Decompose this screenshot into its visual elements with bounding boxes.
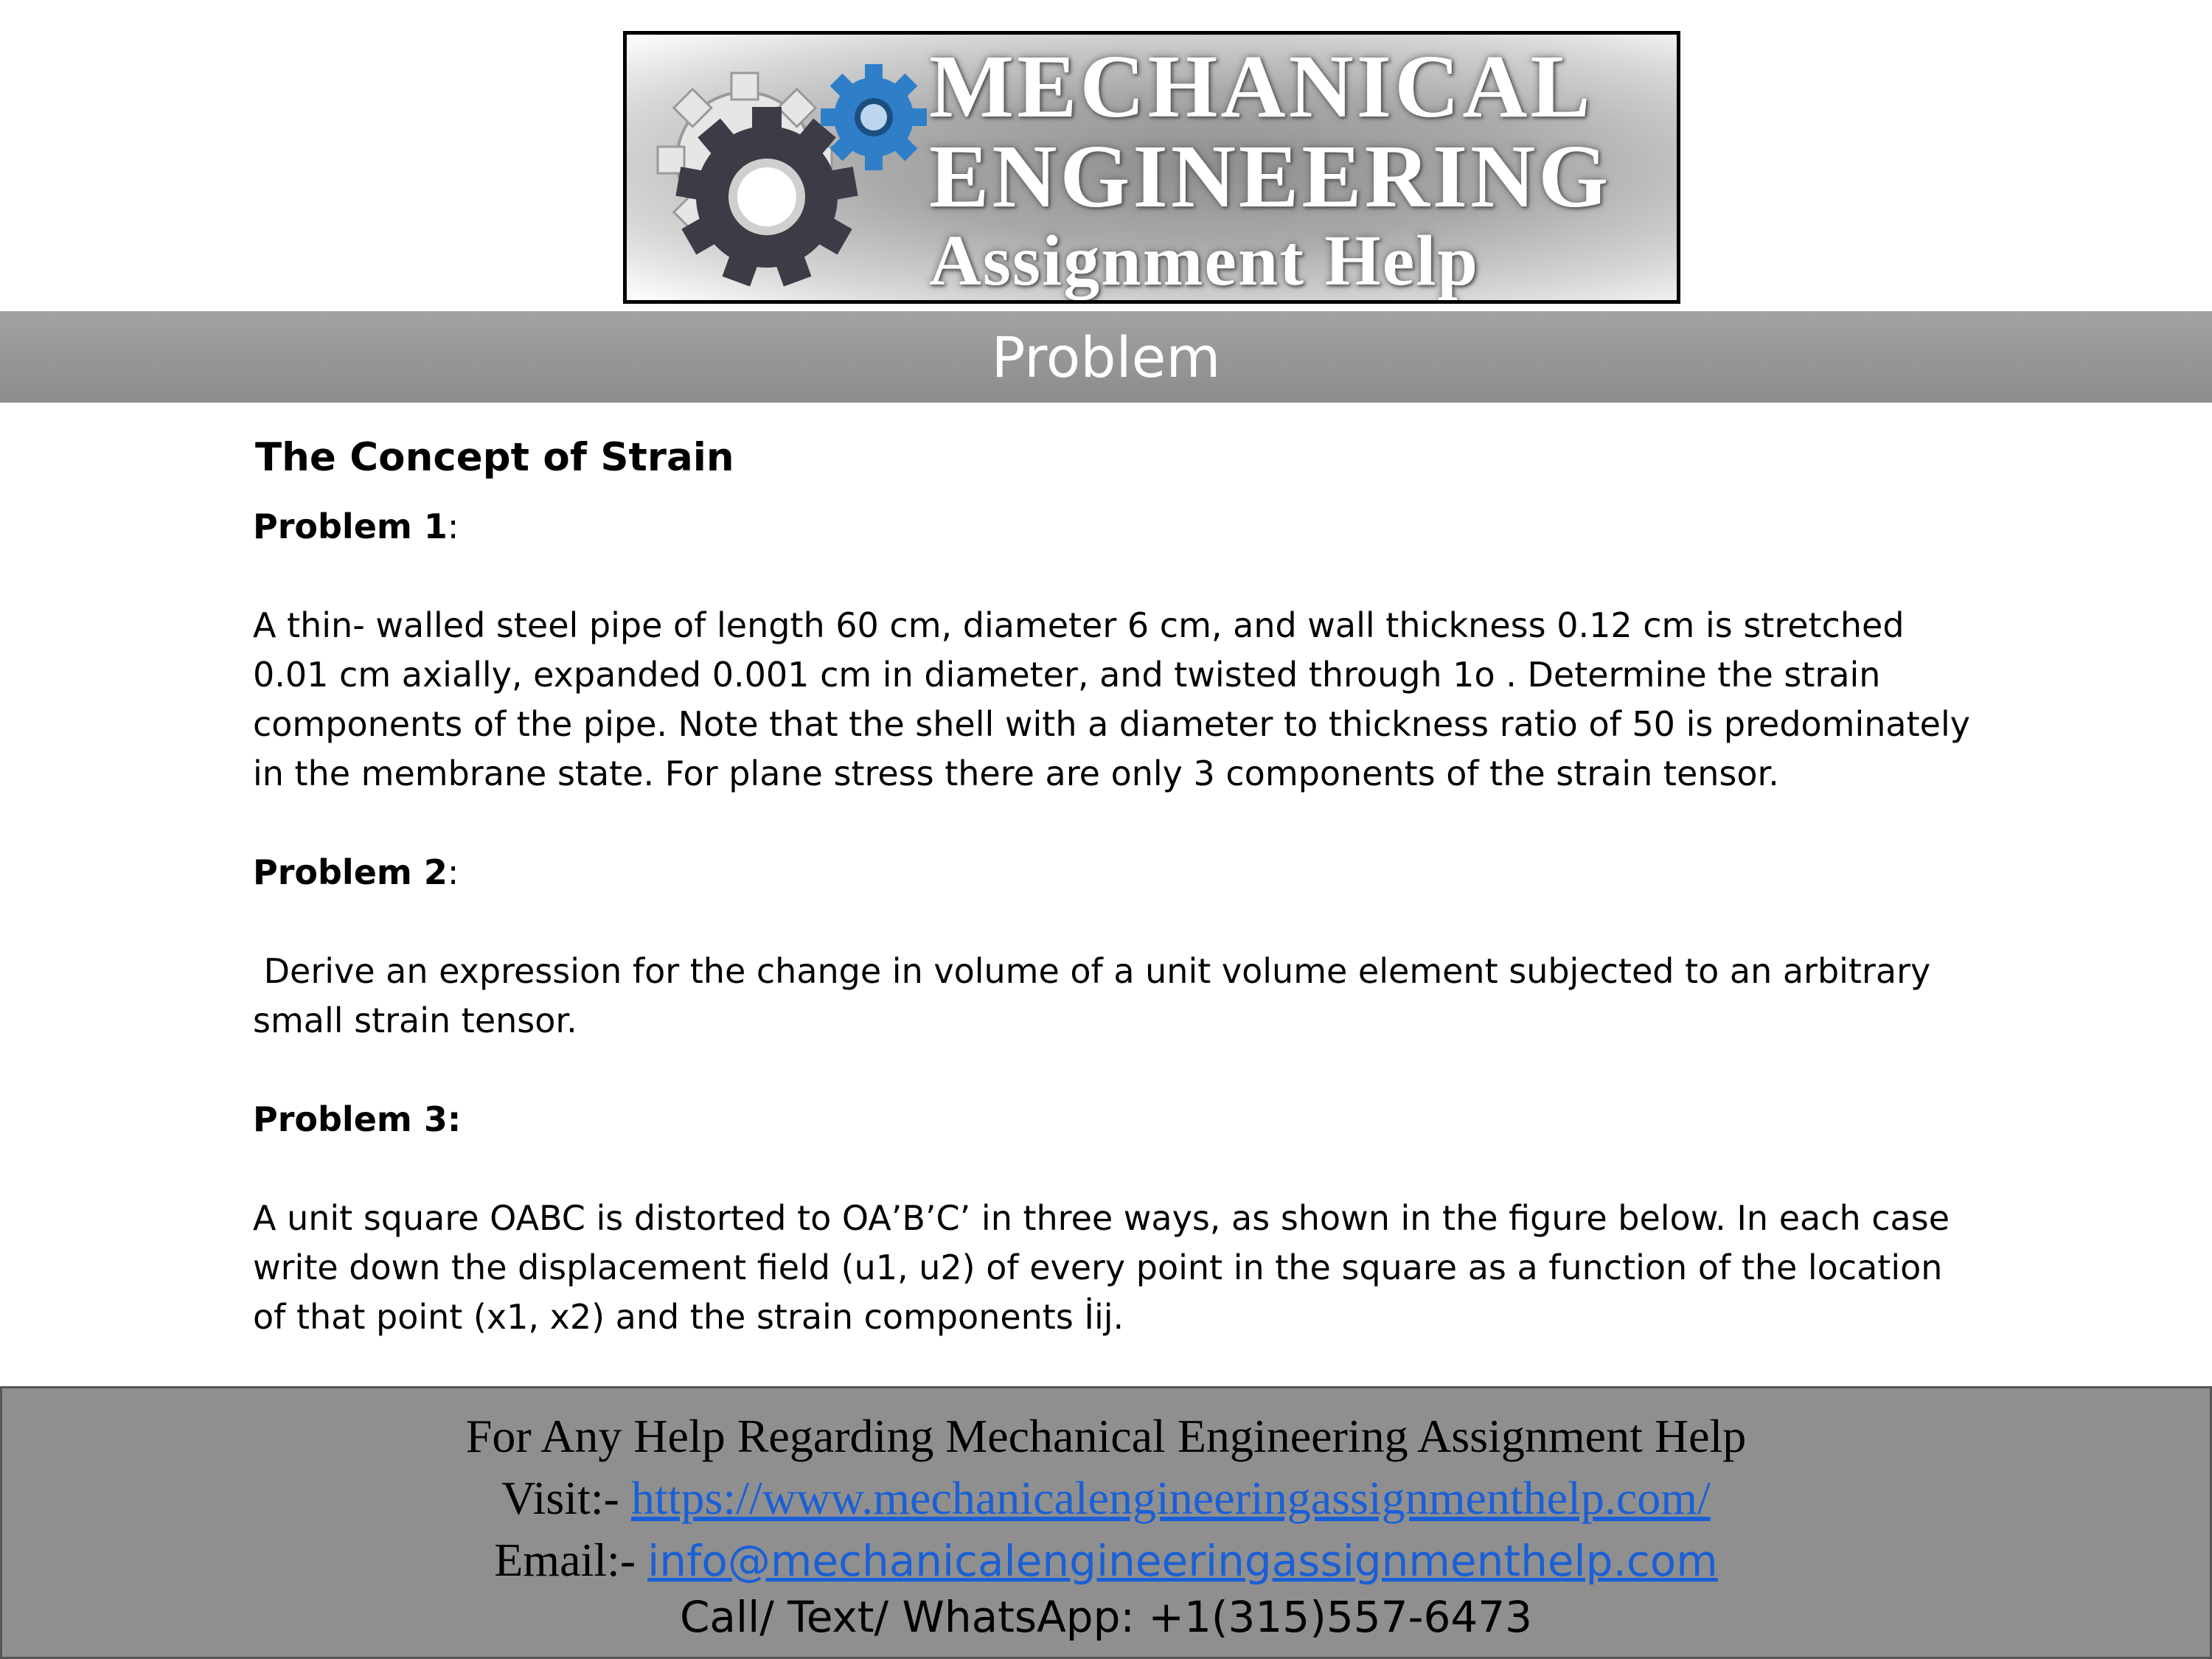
problem-1-suffix: : <box>447 507 459 546</box>
problem-3-text: A unit square OABC is distorted to OA’B’C’ in three ways, as shown in the figure below. In each case write down the displacement field (u1, u2) of every point in the square as a function of the location of that point (x1, x2) and the strain components İij. <box>253 1198 1950 1337</box>
logo-line-1: MECHANICAL <box>929 37 1593 136</box>
problem-2-label: Problem 2 <box>253 852 448 892</box>
problem-2-heading <box>253 848 1978 897</box>
content <box>253 431 1978 1391</box>
header-band <box>0 311 2212 403</box>
problem-3-heading <box>253 1095 1978 1144</box>
problem-1-label: Problem 1 <box>253 507 448 546</box>
footer-help-line: For Any Help Regarding Mechanical Engineering Assignment Help <box>465 1410 1747 1462</box>
problem-1-text: A thin- walled steel pipe of length 60 cm, diameter 6 cm, and wall thickness 0.12 cm is stretched 0.01 cm axially, expanded 0.001 cm in diameter, and twisted through 1o . Determine the strain components of the pipe. Note that the shell with a diameter to thickness ratio of 50 is predominately in the membrane state. For plane stress there are only 3 components of the strain tensor. <box>253 605 1970 793</box>
footer-phone-line: Call/ Text/ WhatsApp: +1(315)557-6473 <box>679 1592 1533 1642</box>
visit-label: Visit:- <box>501 1472 631 1524</box>
logo <box>623 31 1680 304</box>
footer-visit-line <box>2 1471 2210 1526</box>
problem-3-label: Problem 3: <box>253 1099 462 1139</box>
email-label: Email:- <box>494 1534 648 1586</box>
problem-1-heading <box>253 502 1978 552</box>
logo-text <box>929 37 1612 301</box>
email-link[interactable]: info@mechanicalengineeringassignmenthelp.com <box>647 1536 1718 1586</box>
problem-2-suffix: : <box>447 852 459 892</box>
footer-email-line <box>2 1533 2210 1587</box>
page-title: Problem <box>991 324 1221 390</box>
website-link[interactable]: https://www.mechanicalengineeringassignmenthelp.com/ <box>630 1472 1711 1524</box>
section-title: The Concept of Strain <box>255 435 734 480</box>
problem-2-text: Derive an expression for the change in volume of a unit volume element subjected to an arbitrary small strain tensor. <box>253 951 1941 1040</box>
footer-contact <box>0 1386 2212 1659</box>
gears-icon <box>641 49 936 293</box>
logo-line-3: Assignment Help <box>929 221 1480 301</box>
logo-line-2: ENGINEERING <box>929 127 1612 226</box>
